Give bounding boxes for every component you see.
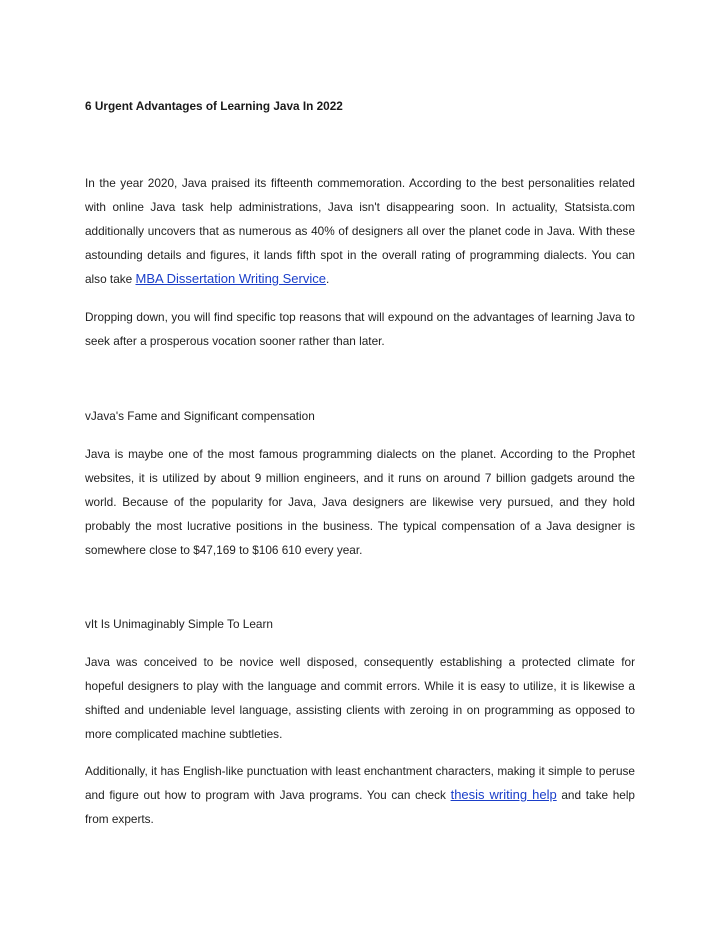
section-heading-simple: vIt Is Unimaginably Simple To Learn <box>85 617 273 631</box>
simple-paragraph: Java was conceived to be novice well disposed, consequently establishing a protected climate for hopeful designers to play with the language and commit errors. While it is easy to utilize, it is likewise a shifted and undeniable level language, assisting clients with zeroing in on programming as opposed to more complicated machine subtleties. <box>85 655 635 741</box>
dropping-down-paragraph: Dropping down, you will find specific top reasons that will expound on the advantages of learning Java to seek after a prosperous vocation sooner rather than later. <box>85 310 635 348</box>
punctuation-paragraph <box>85 759 635 831</box>
intro-paragraph-end: . <box>326 272 330 286</box>
fame-paragraph: Java is maybe one of the most famous programming dialects on the planet. According to the Prophet websites, it is utilized by about 9 million engineers, and it runs on around 7 billion gadgets around the world. Because of the popularity for Java, Java designers are likewise very pursued, and they hold probably the most lucrative positions in the business. The typical compensation of a Java designer is somewhere close to $47,169 to $106 610 every year. <box>85 447 635 557</box>
intro-paragraph <box>85 171 635 291</box>
section-heading-fame: vJava's Fame and Significant compensation <box>85 409 315 423</box>
punctuation-paragraph-text: Additionally, it has English-like punctuation with least enchantment characters, making it simple to peruse and figure out how to program with Java programs. You can check <box>85 764 635 802</box>
thesis-writing-help-link[interactable]: thesis writing help <box>450 787 557 802</box>
mba-dissertation-link[interactable]: MBA Dissertation Writing Service <box>135 271 326 286</box>
intro-paragraph-text: In the year 2020, Java praised its fifteenth commemoration. According to the best personalities related with online Java task help administrations, Java isn't disappearing soon. In actuality, Statsista.com additionally uncovers that as numerous as 40% of designers all over the planet code in Java. With these astounding details and figures, it lands fifth spot in the overall rating of programming dialects. You can also take <box>85 176 635 286</box>
document-title: 6 Urgent Advantages of Learning Java In 2022 <box>85 99 343 113</box>
punctuation-paragraph-end: and take help from experts. <box>85 788 635 826</box>
